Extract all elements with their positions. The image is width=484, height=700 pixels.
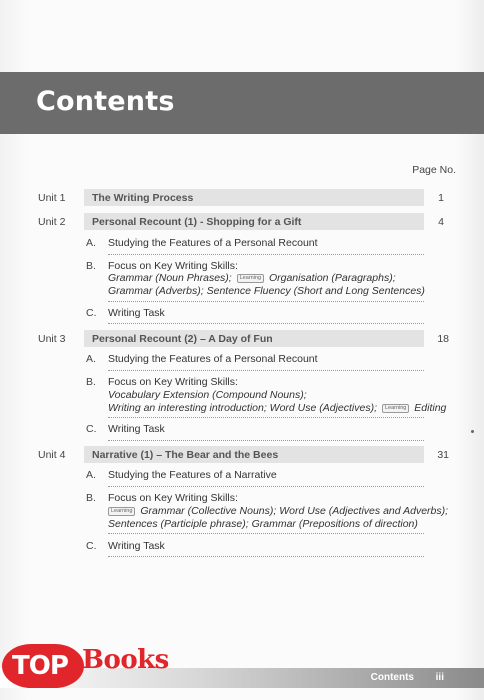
unit-3-title[interactable]: Personal Recount (2) – A Day of Fun xyxy=(92,333,273,345)
unit-2-skill-grammar: Grammar (Noun Phrases); xyxy=(108,272,232,284)
unit-1-page: 1 xyxy=(438,192,444,204)
unit-3-section-a-text[interactable]: Studying the Features of a Personal Recount xyxy=(108,353,318,365)
margin-dot xyxy=(471,430,474,433)
learning-tag-icon: Learning xyxy=(108,507,135,516)
unit-4-section-a-letter: A. xyxy=(86,469,96,481)
unit-2-title[interactable]: Personal Recount (1) - Shopping for a Gift xyxy=(92,216,302,228)
watermark-top-text: TOP xyxy=(12,651,68,681)
unit-4-section-c-letter: C. xyxy=(86,540,97,552)
unit-2-page: 4 xyxy=(438,216,444,228)
unit-3-section-a-letter: A. xyxy=(86,353,96,365)
unit-4-label: Unit 4 xyxy=(38,449,66,461)
unit-3-section-c-letter: C. xyxy=(86,423,97,435)
unit-4-section-b-line2: Sentences (Participle phrase); Grammar (Prepositions of direction) xyxy=(108,518,418,530)
unit-3-label: Unit 3 xyxy=(38,333,66,345)
unit-3-section-b-line2 xyxy=(108,402,446,414)
unit-4-section-b-letter: B. xyxy=(86,492,96,504)
unit-3-section-b-lead[interactable]: Focus on Key Writing Skills: xyxy=(108,376,238,388)
unit-4-section-b-lead[interactable]: Focus on Key Writing Skills: xyxy=(108,492,238,504)
contents-banner xyxy=(0,72,484,134)
page-title: Contents xyxy=(36,86,175,117)
unit-3-section-c-text[interactable]: Writing Task xyxy=(108,423,165,435)
page-no-label: Page No. xyxy=(412,164,456,176)
unit-1-title[interactable]: The Writing Process xyxy=(92,192,194,204)
unit-3-page: 18 xyxy=(437,333,449,345)
unit-2-section-b-line2: Grammar (Adverbs); Sentence Fluency (Short and Long Sentences) xyxy=(108,285,425,297)
footer-page-number: iii xyxy=(435,672,444,683)
unit-2-section-c-letter: C. xyxy=(86,307,97,319)
unit-2-section-c-text[interactable]: Writing Task xyxy=(108,307,165,319)
unit-3-section-b-letter: B. xyxy=(86,376,96,388)
unit-4-page: 31 xyxy=(437,449,449,461)
dotted-rule xyxy=(108,370,424,371)
watermark-books-text: Books xyxy=(82,645,169,675)
unit-2-section-b-line1 xyxy=(108,272,396,284)
learning-tag-icon: Learning xyxy=(382,404,409,413)
dotted-rule xyxy=(108,254,424,255)
dotted-rule xyxy=(108,486,424,487)
topbooks-watermark-logo xyxy=(2,640,180,698)
unit-2-section-b-lead[interactable]: Focus on Key Writing Skills: xyxy=(108,260,238,272)
dotted-rule xyxy=(108,417,424,418)
unit-2-section-b-letter: B. xyxy=(86,260,96,272)
watermark-red-badge xyxy=(2,644,84,688)
unit-4-section-a-text[interactable]: Studying the Features of a Narrative xyxy=(108,469,277,481)
unit-4-section-b-line1 xyxy=(108,505,448,517)
unit-3-skill-intro: Writing an interesting introduction; Word Use (Adjectives); xyxy=(108,402,378,414)
unit-2-label: Unit 2 xyxy=(38,216,66,228)
unit-2-section-a-text[interactable]: Studying the Features of a Personal Recount xyxy=(108,237,318,249)
unit-3-skill-editing: Editing xyxy=(414,402,447,414)
dotted-rule xyxy=(108,556,424,557)
footer-label: Contents xyxy=(370,672,414,683)
unit-2-skill-organisation: Organisation (Paragraphs); xyxy=(268,272,396,284)
unit-4-skill-line1: Grammar (Collective Nouns); Word Use (Adjectives and Adverbs); xyxy=(140,505,449,517)
dotted-rule xyxy=(108,301,424,302)
dotted-rule xyxy=(108,323,424,324)
learning-tag-icon: Learning xyxy=(237,274,264,283)
dotted-rule xyxy=(108,440,424,441)
dotted-rule xyxy=(108,533,424,534)
unit-3-section-b-line1: Vocabulary Extension (Compound Nouns); xyxy=(108,389,307,401)
unit-1-label: Unit 1 xyxy=(38,192,66,204)
unit-4-title[interactable]: Narrative (1) – The Bear and the Bees xyxy=(92,449,279,461)
unit-2-section-a-letter: A. xyxy=(86,237,96,249)
unit-4-section-c-text[interactable]: Writing Task xyxy=(108,540,165,552)
